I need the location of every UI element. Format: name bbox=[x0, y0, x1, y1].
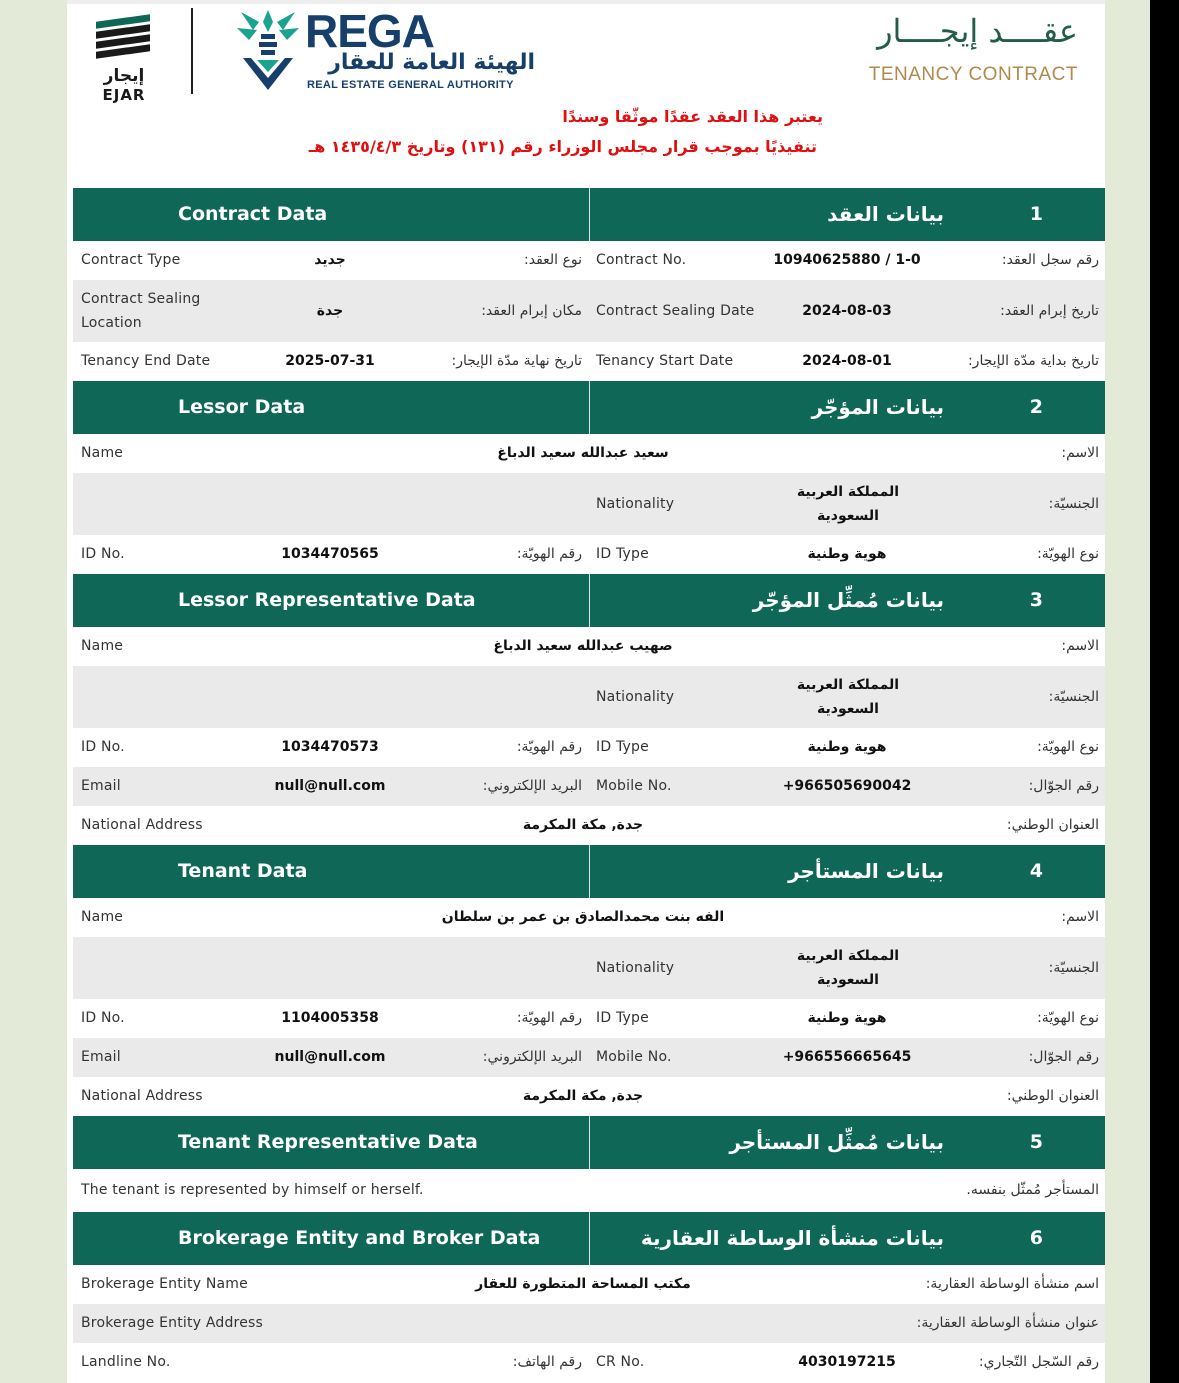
label-en: ID Type bbox=[596, 546, 649, 562]
field-value: 1104005358 bbox=[281, 1010, 379, 1026]
label-en: Nationality bbox=[596, 960, 675, 976]
label-ar: تاريخ بداية مدّة الإيجار: bbox=[967, 353, 1099, 369]
table-row bbox=[73, 535, 1105, 574]
label-ar: تاريخ إبرام العقد: bbox=[1000, 303, 1099, 319]
label-ar: العنوان الوطني: bbox=[1006, 1088, 1099, 1104]
table-row bbox=[73, 1169, 1105, 1212]
note-en: The tenant is represented by himself or herself. bbox=[81, 1182, 424, 1198]
table-row bbox=[73, 728, 1105, 767]
label-en: National Address bbox=[81, 817, 203, 833]
field-value: 1034470573 bbox=[281, 739, 379, 755]
table-row bbox=[73, 999, 1105, 1038]
label-en: Email bbox=[81, 1049, 121, 1065]
label-en: Email bbox=[81, 778, 121, 794]
section-number: 4 bbox=[1029, 860, 1043, 882]
label-ar: العنوان الوطني: bbox=[1006, 817, 1099, 833]
header-divider bbox=[589, 1212, 590, 1265]
field-value: 2024-08-01 bbox=[802, 353, 892, 369]
contract-table bbox=[73, 188, 1105, 1382]
label-en: Contract No. bbox=[596, 252, 687, 268]
legal-notice-line1: يعتبر هذا العقد عقدًا موثّقا وسندًا bbox=[562, 107, 823, 126]
section-header-lessor-rep bbox=[73, 574, 1105, 627]
label-ar: رقم الجوّال: bbox=[1028, 1049, 1099, 1065]
label-ar: نوع الهويّة: bbox=[1037, 1010, 1099, 1026]
label-ar: رقم الهويّة: bbox=[516, 546, 582, 562]
label-en: ID No. bbox=[81, 739, 125, 755]
label-en: ID Type bbox=[596, 739, 649, 755]
label-en: Mobile No. bbox=[596, 778, 672, 794]
contract-title-en: TENANCY CONTRACT bbox=[868, 64, 1078, 85]
label-en: ID No. bbox=[81, 1010, 125, 1026]
table-row bbox=[73, 767, 1105, 806]
section-header-contract bbox=[73, 188, 1105, 241]
section-title-ar: بيانات مُمثِّل المستأجر bbox=[729, 1130, 944, 1154]
field-value: جدة bbox=[316, 303, 344, 319]
label-en: Landline No. bbox=[81, 1354, 171, 1370]
table-row bbox=[73, 342, 1105, 381]
field-value: الفه بنت محمدالصادق بن عمر بن سلطان bbox=[441, 909, 725, 925]
label-ar: الاسم: bbox=[1061, 909, 1099, 925]
label-ar: رقم الهويّة: bbox=[516, 739, 582, 755]
table-row bbox=[73, 1077, 1105, 1116]
section-title-ar: بيانات المستأجر bbox=[788, 859, 944, 883]
label-en: Contract Sealing Location bbox=[81, 291, 201, 331]
ejar-logo-ar: إيجار bbox=[103, 66, 145, 86]
label-en: Contract Type bbox=[81, 252, 181, 268]
table-row bbox=[73, 898, 1105, 937]
field-value: جديد bbox=[314, 252, 346, 268]
legal-notice-line2: تنفيذيًا بموجب قرار مجلس الوزراء رقم (١٣١) وتاريخ ١٤٣٥/٤/٣ هـ bbox=[308, 137, 817, 156]
contract-page bbox=[67, 0, 1105, 1383]
rega-emblem-icon bbox=[235, 8, 301, 94]
viewer-edge bbox=[1150, 0, 1179, 1383]
table-row bbox=[73, 1038, 1105, 1077]
header-divider bbox=[589, 574, 590, 627]
field-value: المملكة العربية السعودية bbox=[796, 948, 900, 988]
ejar-logo bbox=[94, 8, 154, 104]
section-number: 2 bbox=[1029, 396, 1043, 418]
label-ar: رقم الجوّال: bbox=[1028, 778, 1099, 794]
label-ar: الجنسيّة: bbox=[1048, 496, 1099, 512]
label-ar: البريد الإلكتروني: bbox=[482, 778, 582, 794]
section-header-lessor bbox=[73, 381, 1105, 434]
header-divider bbox=[589, 845, 590, 898]
label-en: Tenancy Start Date bbox=[596, 353, 734, 369]
field-value: المملكة العربية السعودية bbox=[796, 484, 900, 524]
section-number: 5 bbox=[1029, 1131, 1043, 1153]
field-value: +966556665645 bbox=[782, 1049, 912, 1065]
field-value: صهيب عبدالله سعيد الدباغ bbox=[493, 638, 673, 654]
section-title-en: Tenant Data bbox=[178, 860, 308, 882]
section-title-ar: بيانات العقد bbox=[827, 202, 944, 226]
section-header-tenant-rep bbox=[73, 1116, 1105, 1169]
table-row bbox=[73, 473, 1105, 535]
ejar-logo-en: EJAR bbox=[102, 86, 146, 104]
field-value: جدة, مكة المكرمة bbox=[522, 817, 644, 833]
label-ar: تاريخ نهاية مدّة الإيجار: bbox=[451, 353, 582, 369]
section-title-en: Tenant Representative Data bbox=[178, 1131, 478, 1153]
section-title-en: Brokerage Entity and Broker Data bbox=[178, 1227, 541, 1249]
contract-title-ar: عقــــد إيجــــار bbox=[877, 12, 1078, 50]
table-row bbox=[73, 627, 1105, 666]
field-value: +966505690042 bbox=[782, 778, 912, 794]
table-row bbox=[73, 806, 1105, 845]
label-ar: البريد الإلكتروني: bbox=[482, 1049, 582, 1065]
field-value: مكتب المساحة المتطورة للعقار bbox=[475, 1276, 691, 1292]
section-title-ar: بيانات منشأة الوساطة العقارية bbox=[640, 1226, 944, 1250]
header-divider bbox=[589, 1116, 590, 1169]
field-value: 2025-07-31 bbox=[285, 353, 375, 369]
label-ar: اسم منشأة الوساطة العقارية: bbox=[925, 1276, 1099, 1292]
label-en: Nationality bbox=[596, 689, 675, 705]
field-value: null@null.com bbox=[274, 1049, 386, 1065]
label-en: Name bbox=[81, 445, 124, 461]
section-number: 6 bbox=[1029, 1227, 1043, 1249]
label-ar: رقم السّجل التّجاري: bbox=[978, 1354, 1099, 1370]
field-value: 1034470565 bbox=[281, 546, 379, 562]
section-number: 1 bbox=[1029, 203, 1043, 225]
label-ar: الجنسيّة: bbox=[1048, 960, 1099, 976]
label-en: National Address bbox=[81, 1088, 203, 1104]
field-value: null@null.com bbox=[274, 778, 386, 794]
rega-logo-ar: الهيئة العامة للعقار bbox=[328, 50, 535, 75]
header-divider bbox=[589, 381, 590, 434]
table-row bbox=[73, 1304, 1105, 1343]
rega-logo-en: REAL ESTATE GENERAL AUTHORITY bbox=[307, 79, 514, 91]
header-divider bbox=[589, 188, 590, 241]
label-ar: نوع الهويّة: bbox=[1037, 546, 1099, 562]
label-ar: نوع الهويّة: bbox=[1037, 739, 1099, 755]
section-title-en: Lessor Representative Data bbox=[178, 589, 476, 611]
page-top-edge bbox=[67, 0, 1105, 4]
label-ar: الاسم: bbox=[1061, 445, 1099, 461]
label-en: Name bbox=[81, 909, 124, 925]
label-en: ID No. bbox=[81, 546, 125, 562]
table-row bbox=[73, 434, 1105, 473]
label-en: Tenancy End Date bbox=[81, 353, 211, 369]
label-en: Brokerage Entity Name bbox=[81, 1276, 248, 1292]
field-value: هوية وطنية bbox=[807, 546, 887, 562]
field-value: 10940625880 / 1-0 bbox=[773, 252, 921, 268]
label-ar: الجنسيّة: bbox=[1048, 689, 1099, 705]
section-title-ar: بيانات مُمثِّل المؤجّر bbox=[752, 588, 944, 612]
table-row bbox=[73, 241, 1105, 280]
label-ar: الاسم: bbox=[1061, 638, 1099, 654]
label-ar: رقم الهويّة: bbox=[516, 1010, 582, 1026]
field-value: جدة, مكة المكرمة bbox=[522, 1088, 644, 1104]
field-value: المملكة العربية السعودية bbox=[796, 677, 900, 717]
section-header-brokerage bbox=[73, 1212, 1105, 1265]
label-en: ID Type bbox=[596, 1010, 649, 1026]
field-value: سعيد عبدالله سعيد الدباغ bbox=[497, 445, 669, 461]
label-en: Nationality bbox=[596, 496, 675, 512]
label-ar: رقم الهاتف: bbox=[512, 1354, 582, 1370]
field-value: هوية وطنية bbox=[807, 739, 887, 755]
label-en: Name bbox=[81, 638, 124, 654]
label-en: CR No. bbox=[596, 1354, 645, 1370]
label-ar: عنوان منشأة الوساطة العقارية: bbox=[916, 1315, 1099, 1331]
table-row bbox=[73, 280, 1105, 342]
field-value: 4030197215 bbox=[798, 1354, 896, 1370]
logo-divider bbox=[191, 8, 193, 94]
note-ar: المستأجر مُمثّل بنفسه. bbox=[966, 1182, 1099, 1198]
section-header-tenant bbox=[73, 845, 1105, 898]
section-title-ar: بيانات المؤجّر bbox=[811, 395, 944, 419]
label-ar: مكان إبرام العقد: bbox=[481, 303, 582, 319]
section-title-en: Lessor Data bbox=[178, 396, 306, 418]
label-en: Contract Sealing Date bbox=[596, 303, 755, 319]
table-row bbox=[73, 666, 1105, 728]
label-en: Mobile No. bbox=[596, 1049, 672, 1065]
label-ar: رقم سجل العقد: bbox=[1001, 252, 1099, 268]
label-en: Brokerage Entity Address bbox=[81, 1315, 264, 1331]
rega-logo-title: REGA bbox=[305, 5, 434, 57]
table-row bbox=[73, 1343, 1105, 1382]
table-row bbox=[73, 937, 1105, 999]
label-ar: نوع العقد: bbox=[524, 252, 582, 268]
section-number: 3 bbox=[1029, 589, 1043, 611]
table-row bbox=[73, 1265, 1105, 1304]
section-title-en: Contract Data bbox=[178, 203, 328, 225]
field-value: هوية وطنية bbox=[807, 1010, 887, 1026]
field-value: 2024-08-03 bbox=[802, 303, 892, 319]
